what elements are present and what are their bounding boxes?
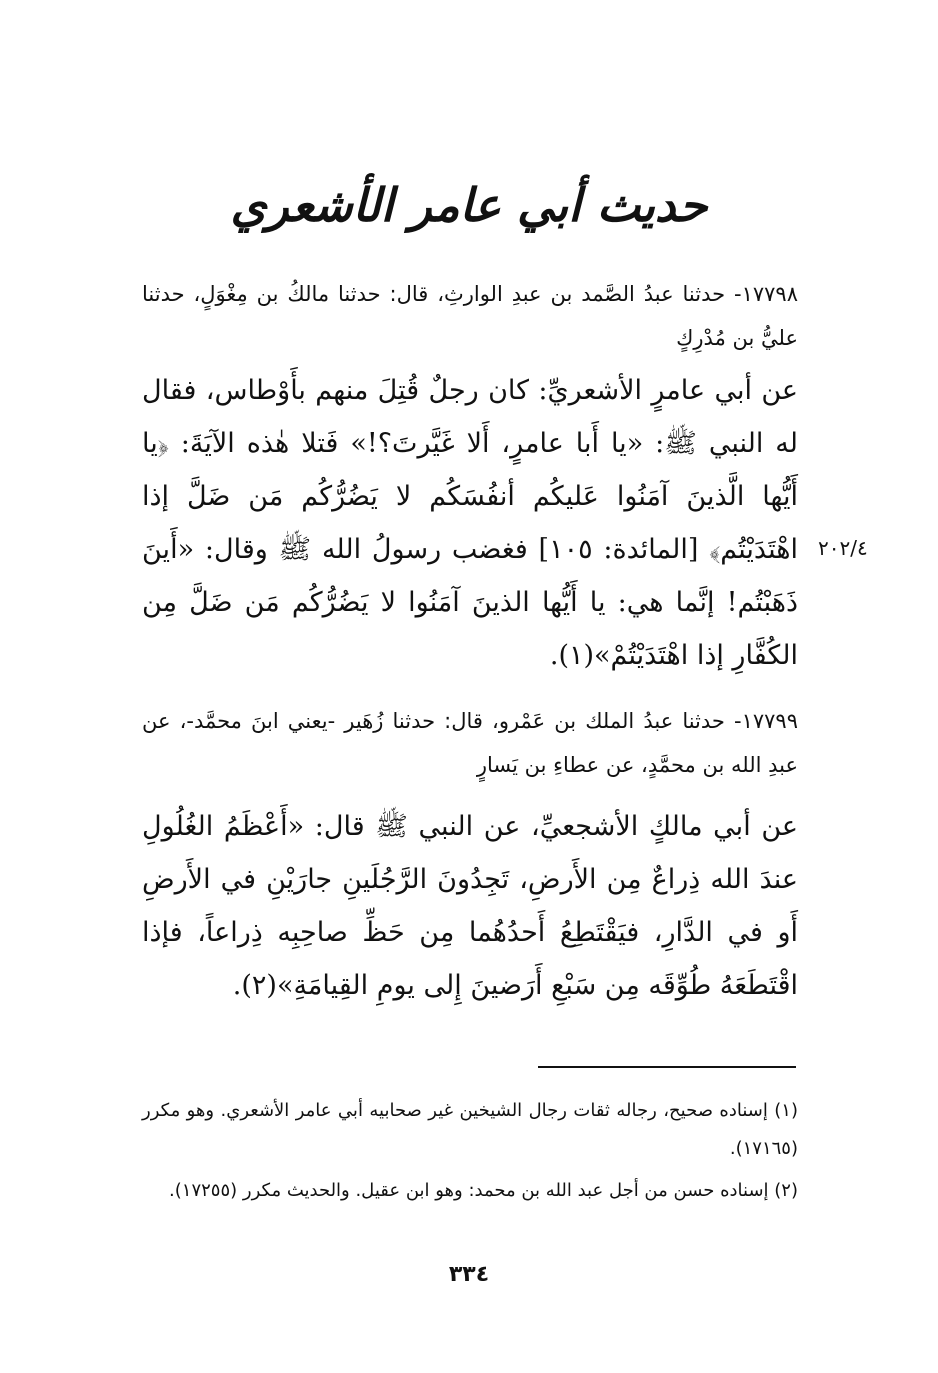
hadith-2-matn: عن أبي مالكٍ الأشجعيِّ، عن النبي ﷺ قال: «أَعْظَمُ الغُلُولِ عندَ الله ذِراعٌ مِن الأَرضِ، تَجِدُونَ الرَّجُلَينِ جارَيْنِ في الأَرضِ أَو في الدَّارِ، فيَقْتَطِعُ أَحدُهُما مِن حَظِّ صاحِبِه ذِراعاً، فإذا اقْتَطَعَهُ طُوِّقَه مِن سَبْعِ أَرَضينَ إِلى يومِ القِيامَةِ»(٢). <box>142 811 798 1001</box>
hadith-1-matn: عن أبي عامرٍ الأشعريِّ: كان رجلٌ قُتِلَ منهم بأَوْطاس، فقال له النبي ﷺ: «يا أَبا عامرٍ، أَلا غَيَّرتَ؟!» فَتلا هٰذه الآيَةَ: ﴿يا أَيُّها الَّذينَ آمَنُوا عَليكُم أنفُسَكُم لا يَضُرُّكُم مَن ضَلَّ إذا اهْتَدَيْتُم﴾ [المائدة: ١٠٥] فغضب رسولُ الله ﷺ وقال: «أَينَ ذَهَبْتُم! إنَّما هي: يا أَيُّها الذينَ آمَنُوا لا يَضُرُّكُم مَن ضَلَّ مِن الكُفَّارِ إذا اهْتَدَيْتُمْ»(١). <box>142 375 798 671</box>
page-number: ٣٣٤ <box>448 1262 490 1287</box>
margin-volume-reference: ٢٠٢/٤ <box>818 536 868 560</box>
hadith-2-isnad: ١٧٧٩٩- حدثنا عبدُ الملك بن عَمْرو، قال: حدثنا زُهَير -يعني ابنَ محمَّد-، عن عبدِ الله بن محمَّدٍ، عن عطاءِ بن يَسارٍ <box>142 709 798 777</box>
footnote-2: (٢) إسناده حسن من أجل عبد الله بن محمد: وهو ابن عقيل. والحديث مكرر (١٧٢٥٥). <box>169 1180 798 1201</box>
footnote-separator <box>538 1066 796 1068</box>
hadith-1-isnad: ١٧٧٩٨- حدثنا عبدُ الصَّمد بن عبدِ الوارثِ، قال: حدثنا مالكُ بن مِغْوَلٍ، حدثنا عليُّ بن مُدْرِكٍ <box>142 282 798 350</box>
chapter-title: حديث أبي عامر الأشعري <box>230 178 708 232</box>
footnote-1: (١) إسناده صحيح، رجاله ثقات رجال الشيخين غير صحابيه أبي عامر الأشعري. وهو مكرر (١٧١٦٥). <box>142 1100 798 1159</box>
